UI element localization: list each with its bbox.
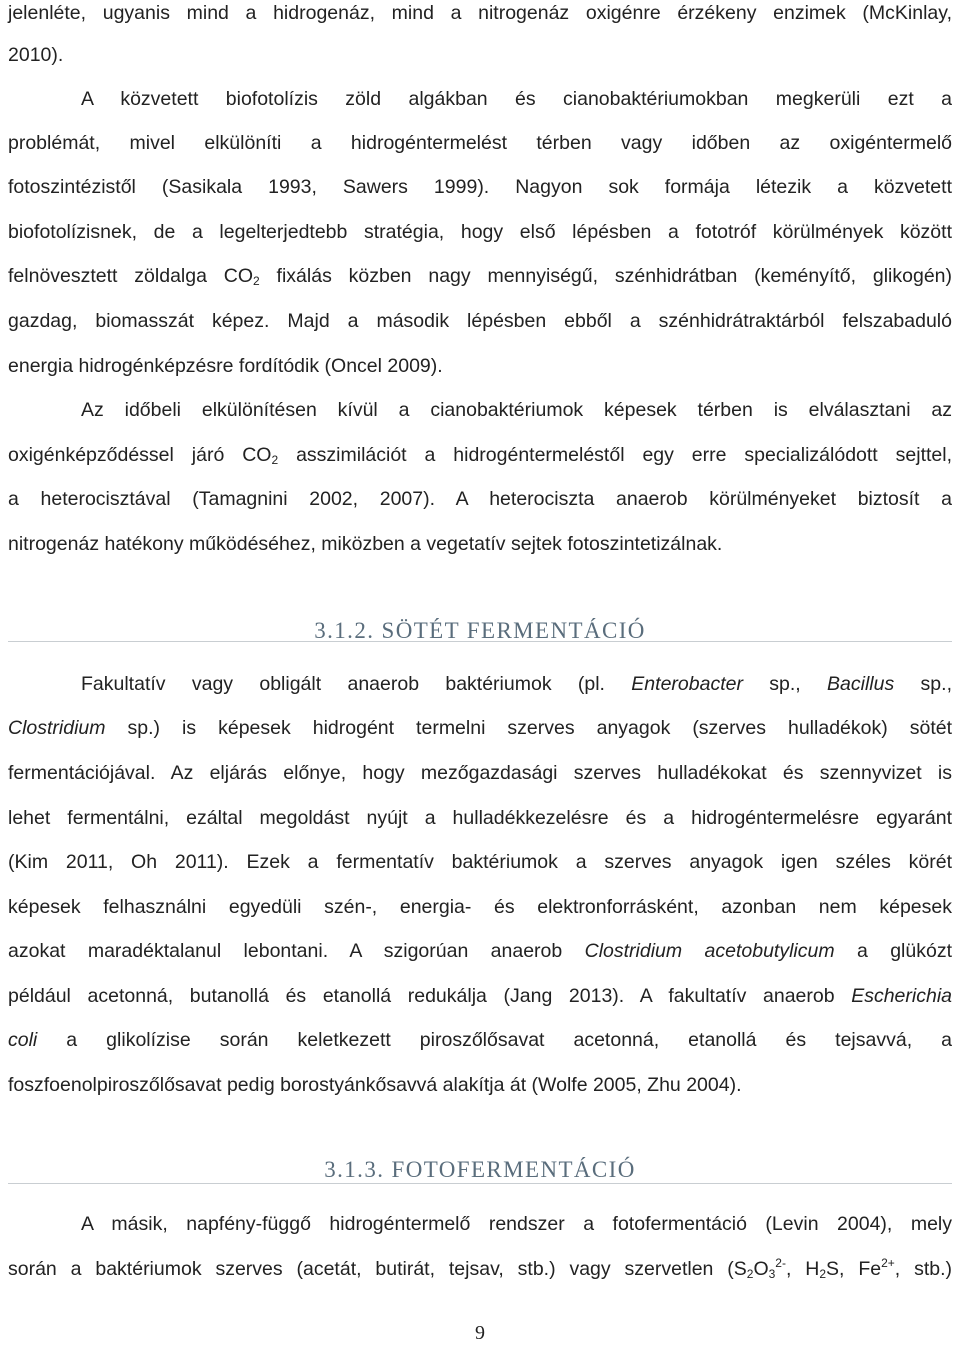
subscript: 2 <box>819 1267 827 1281</box>
body-text-line: energia hidrogénképzésre fordítódik (Oncel 2009). <box>8 355 443 377</box>
italic-species: Clostridium <box>8 717 106 739</box>
text-run: sp.) is képesek hidrogént termelni szerves anyagok (szerves hulladékok) sötét <box>105 717 952 739</box>
body-text-line: 2010). <box>8 44 64 66</box>
text-run: oxigénképződéssel járó CO <box>8 444 272 466</box>
body-text-line: A közvetett biofotolízis zöld algákban és cianobaktériumokban megkerüli ezt a <box>81 88 952 110</box>
body-text-line: lehet fermentálni, ezáltal megoldást nyújt a hulladékkezelésre és a hidrogéntermelésre egyaránt <box>8 807 952 829</box>
text-run: , stb.) <box>894 1258 952 1280</box>
body-text-line: A másik, napfény-függő hidrogéntermelő rendszer a fotofermentáció (Levin 2004), mely <box>81 1213 952 1235</box>
text-run: O <box>753 1258 769 1280</box>
italic-species: coli <box>8 1029 38 1051</box>
italic-species: Bacillus <box>827 673 895 695</box>
subscript: 2 <box>253 274 260 288</box>
body-text-line <box>8 443 952 467</box>
body-text-line <box>8 1028 952 1052</box>
body-text-line <box>8 939 952 963</box>
body-text-line: Az időbeli elkülönítésen kívül a cianobaktériumok képesek térben is elválasztani az <box>81 399 952 421</box>
subscript: 2 <box>271 453 279 467</box>
text-run: a glikolízise során keletkezett piroszőlősavat acetonná, etanollá és tejsavvá, a <box>37 1029 952 1051</box>
italic-species: Clostridium acetobutylicum <box>584 940 835 962</box>
text-run: sp., <box>894 673 952 695</box>
subscript: 2 <box>746 1267 754 1281</box>
body-text-line: (Kim 2011, Oh 2011). Ezek a fermentatív baktériumok a szerves anyagok igen széles körét <box>8 851 952 873</box>
body-text-line: problémát, mivel elkülöníti a hidrogéntermelést térben vagy időben az oxigéntermelő <box>8 132 952 154</box>
text-run: sp., <box>742 673 828 695</box>
body-text-line: a heterocisztával (Tamagnini 2002, 2007). A heterociszta anaerob körülményeket biztosít a <box>8 488 952 510</box>
section-heading: 3.1.3. FOTOFERMENTÁCIÓ <box>324 1157 636 1182</box>
text-run: azokat maradéktalanul lebontani. A szigorúan anaerob <box>8 940 585 962</box>
heading-rule <box>8 1183 952 1184</box>
body-text-line: foszfoenolpiroszőlősavat pedig borostyánkősavvá alakítja át (Wolfe 2005, Zhu 2004). <box>8 1074 742 1096</box>
body-text-line <box>8 264 952 288</box>
italic-species: Enterobacter <box>631 673 743 695</box>
body-text-line: nitrogenáz hatékony működéséhez, miközben a vegetatív sejtek fotoszintetizálnak. <box>8 533 723 555</box>
italic-species: Escherichia <box>851 985 952 1007</box>
subscript: 3 <box>768 1267 776 1281</box>
body-text-line <box>8 672 952 696</box>
body-text-line: fotoszintézistől (Sasikala 1993, Sawers 1999). Nagyon sok formája létezik a közvetett <box>8 176 952 198</box>
body-text-line: képesek felhasználni egyedüli szén-, energia- és elektronforrásként, azonban nem képesek <box>8 896 952 918</box>
body-text-line <box>8 984 952 1008</box>
body-text-line <box>8 716 952 740</box>
body-text-line <box>8 1257 952 1281</box>
text-run: Fakultatív vagy obligált anaerob baktériumok (pl. <box>81 673 632 695</box>
body-text-line: biofotolízisnek, de a legelterjedtebb stratégia, hogy első lépésben a fototróf körülmények között <box>8 221 952 243</box>
text-run: során a baktériumok szerves (acetát, butirát, tejsav, stb.) vagy szervetlen (S <box>8 1258 747 1280</box>
superscript: 2+ <box>881 1256 895 1270</box>
text-run: felnövesztett zöldalga CO <box>8 265 254 287</box>
page-number: 9 <box>475 1322 485 1344</box>
text-run: S, Fe <box>826 1258 882 1280</box>
body-text-line: jelenléte, ugyanis mind a hidrogenáz, mind a nitrogenáz oxigénre érzékeny enzimek (McKinlay, <box>8 2 952 24</box>
section-heading: 3.1.2. SÖTÉT FERMENTÁCIÓ <box>314 618 646 643</box>
body-text-line: gazdag, biomasszát képez. Majd a második lépésben ebből a szénhidrátraktárból felszabaduló <box>8 310 952 332</box>
superscript: 2- <box>775 1256 786 1270</box>
heading-rule <box>8 641 952 642</box>
text-run: , H <box>785 1258 820 1280</box>
body-text-line: fermentációjával. Az eljárás előnye, hogy mezőgazdasági szerves hulladékokat és szennyvizet is <box>8 762 952 784</box>
text-run: fixálás közben nagy mennyiségű, szénhidrátban (keményítő, glikogén) <box>259 265 953 287</box>
text-run: asszimilációt a hidrogéntermeléstől egy erre specializálódott sejttel, <box>278 444 952 466</box>
text-run: a glükózt <box>834 940 952 962</box>
text-run: például acetonná, butanollá és etanollá redukálja (Jang 2013). A fakultatív anaerob <box>8 985 852 1007</box>
